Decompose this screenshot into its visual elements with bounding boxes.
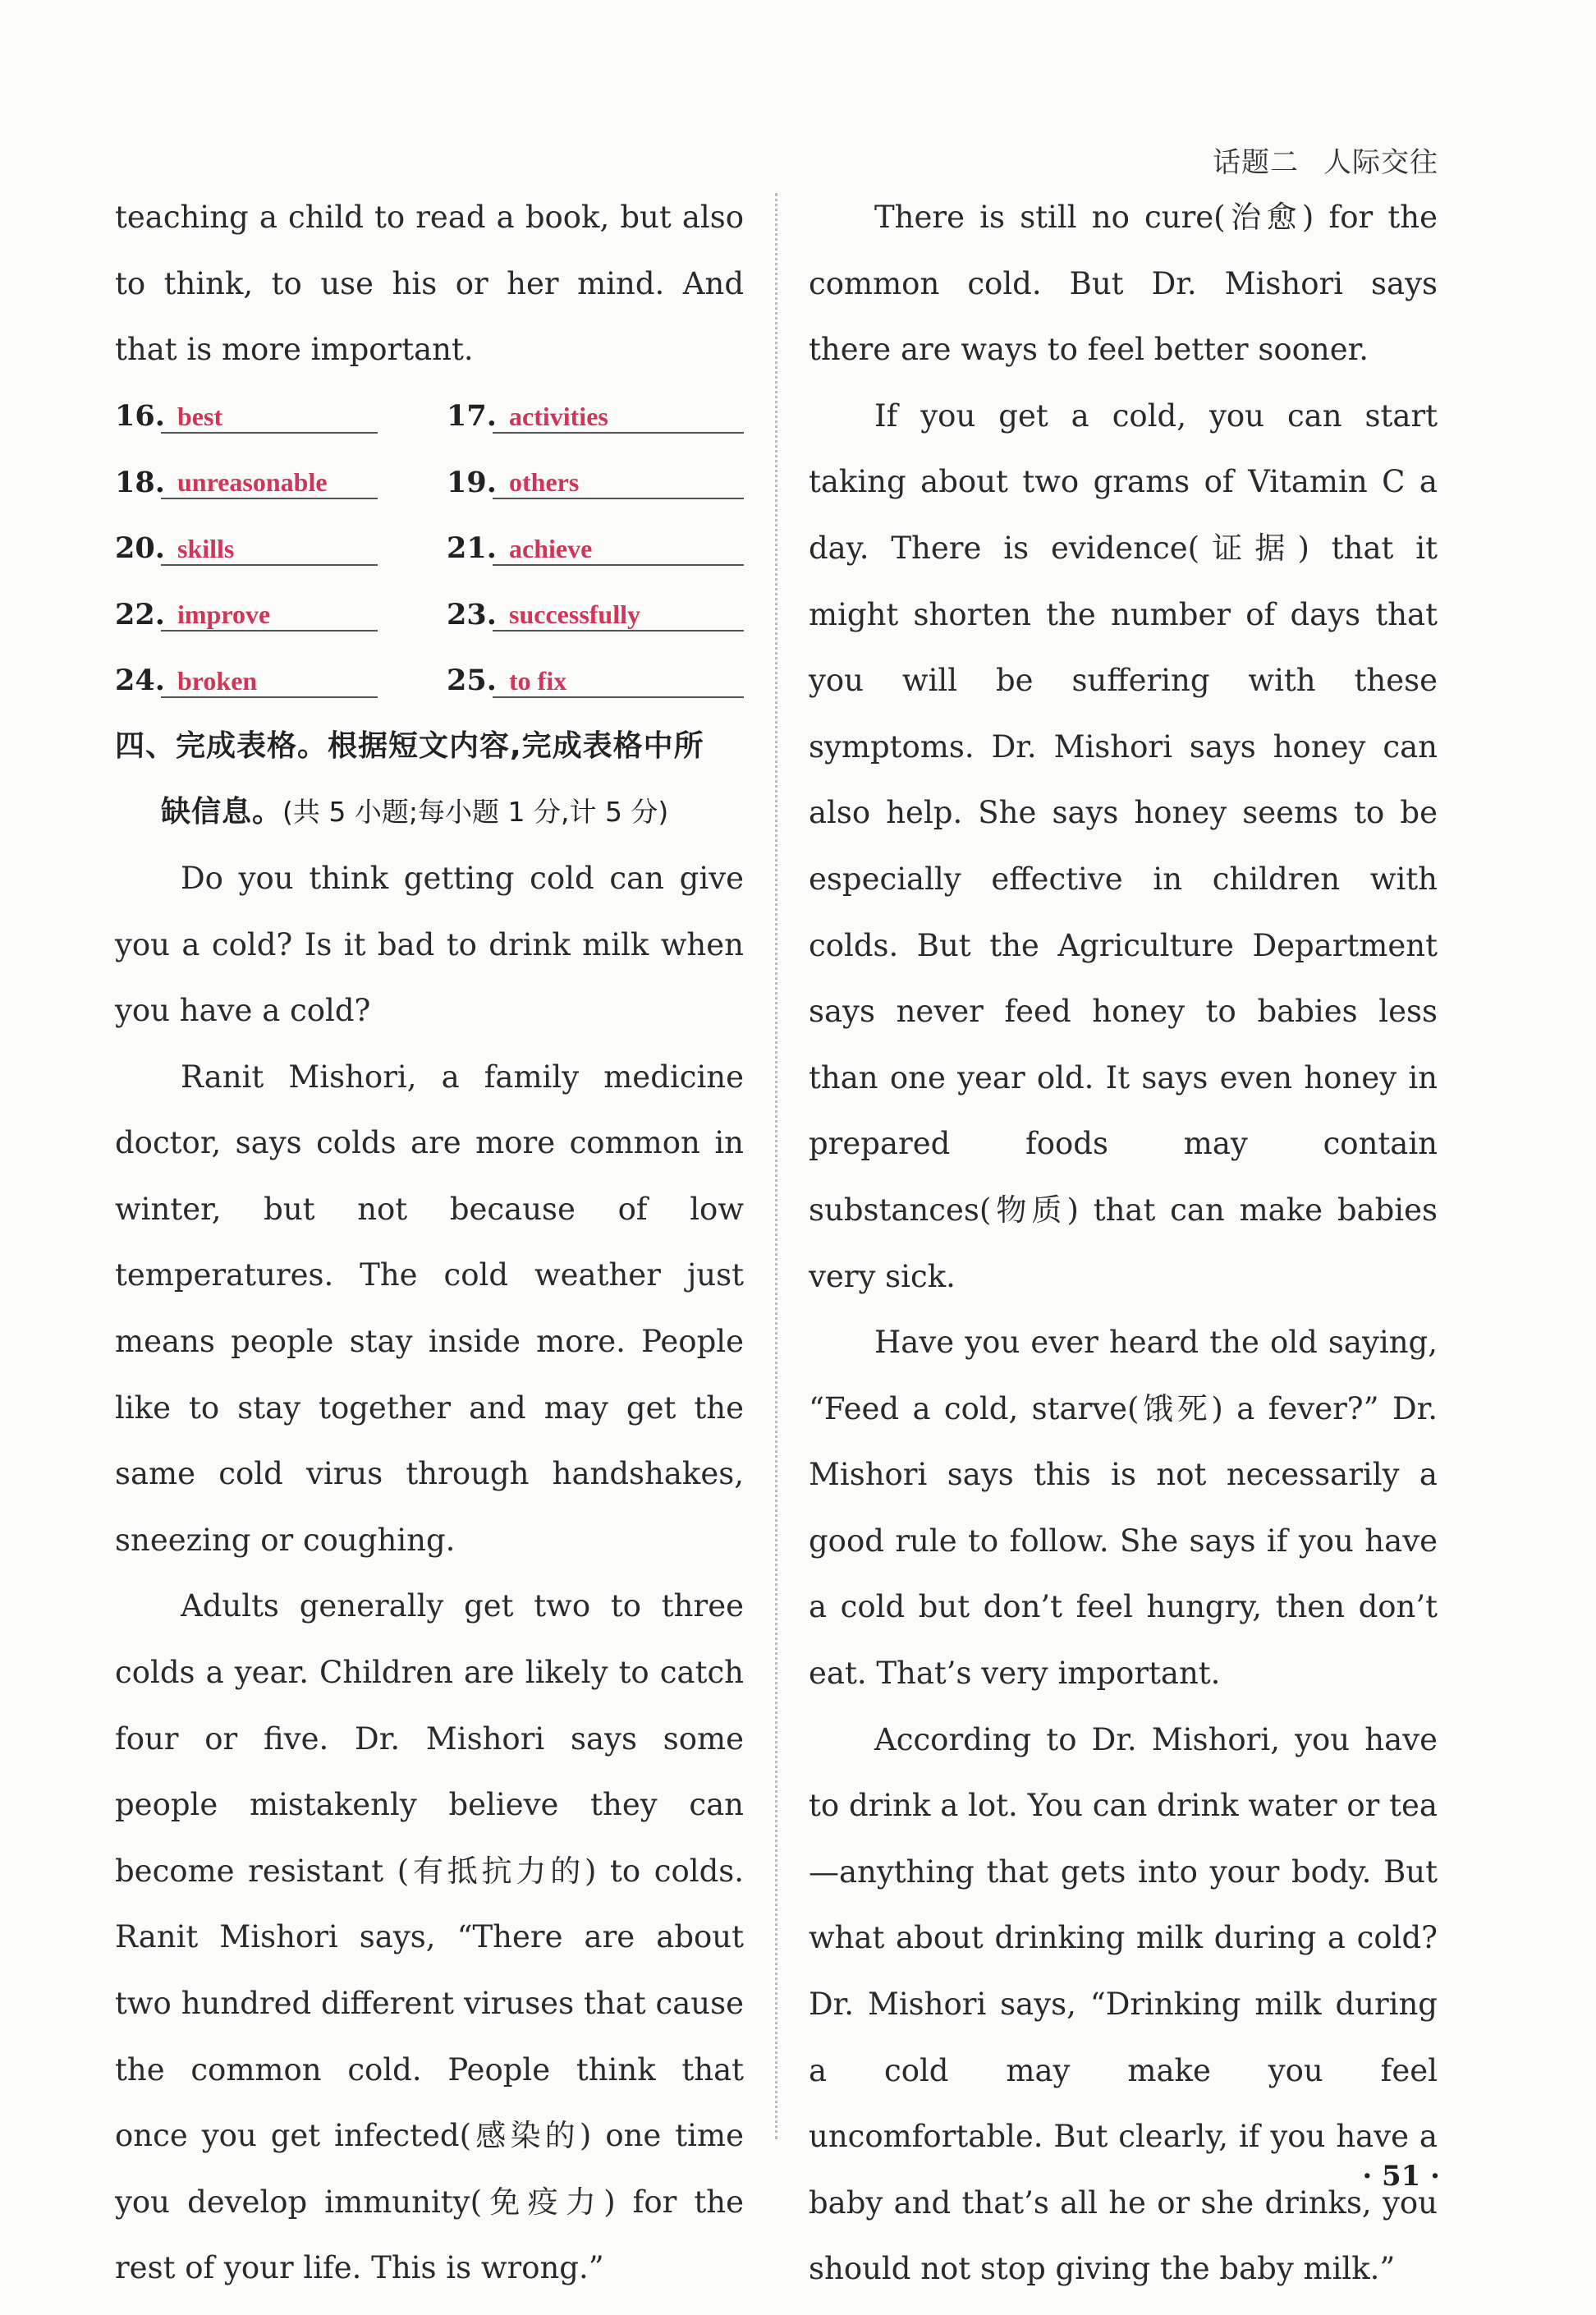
answer-number: 17.	[447, 399, 497, 434]
answer-blank: broken	[161, 664, 378, 698]
header-title: 人际交往	[1323, 146, 1438, 179]
answer-number: 24.	[115, 664, 165, 698]
answer-item	[115, 465, 447, 499]
answer-blank: others	[493, 465, 744, 499]
article-paragraph: Do you think getting cold can give you a cold? Is it bad to drink milk when you have a cold?	[115, 860, 744, 1029]
answer-key	[115, 384, 744, 714]
right-column	[809, 185, 1438, 2303]
section-title-cont-text: 缺信息。	[161, 795, 283, 829]
answer-blank: to fix	[493, 664, 744, 698]
answer-row	[115, 516, 744, 581]
answer-row	[115, 581, 744, 647]
section-title-text: 四、完成表格。根据短文内容,完成表格中所	[115, 728, 704, 763]
answer-item	[447, 597, 744, 632]
answer-item	[115, 664, 447, 698]
section-score-note: (共 5 小题;每小题 1 分,计 5 分)	[282, 796, 669, 829]
answer-number: 18.	[115, 465, 165, 499]
answer-number: 20.	[115, 531, 165, 566]
intro-paragraph: teaching a child to read a book, but also to think, to use his or her mind. And that is more important.	[115, 200, 744, 368]
answer-row	[115, 449, 744, 515]
answer-item	[447, 664, 744, 698]
answer-item	[115, 399, 447, 434]
answer-item	[447, 399, 744, 434]
article-paragraph: Adults generally get two to three colds a year. Children are likely to catch four or five. Dr. Mishori says some people mistakenly believe they can become resistant (有抵抗力的) to colds. Ranit Mishori says, “There are about two hundred different viruses that cause the common cold. People think that once you get infected(感染的) one time you develop immunity(免疫力) for the rest of your life. This is wrong.”	[115, 1588, 744, 2286]
answer-blank: improve	[161, 597, 378, 632]
answer-number: 21.	[447, 531, 497, 566]
answer-item	[447, 465, 744, 499]
section-title-continued	[115, 779, 744, 846]
answer-blank: skills	[161, 531, 378, 566]
section-title	[115, 714, 744, 780]
article-paragraph: Ranit Mishori, a family medicine doctor, says colds are more common in winter, but not because of low temperatures. The cold weather just means people stay inside more. People like to stay together and may get the same cold virus through handshakes, sneezing or coughing.	[115, 1059, 744, 1558]
answer-row	[115, 647, 744, 713]
answer-blank: activities	[493, 399, 744, 434]
article-paragraph: According to Dr. Mishori, you have to drink a lot. You can drink water or tea—anything that gets into your body. But what about drinking milk during a cold? Dr. Mishori says, “Drinking milk during a cold may make you feel uncomfortable. But clearly, if you have a baby and that’s all he or she drinks, you should not stop giving the baby milk.”	[809, 1721, 1438, 2287]
answer-item	[115, 597, 447, 632]
answer-number: 22.	[115, 597, 165, 632]
answer-number: 19.	[447, 465, 497, 499]
article-paragraph: There is still no cure(治愈) for the common cold. But Dr. Mishori says there are ways to feel better sooner.	[809, 200, 1438, 368]
answer-blank: unreasonable	[161, 465, 378, 499]
answer-number: 23.	[447, 597, 497, 632]
left-column	[115, 185, 744, 2302]
answer-blank: best	[161, 399, 378, 434]
answer-row	[115, 384, 744, 449]
answer-blank: successfully	[493, 597, 744, 632]
header-topic: 话题二	[1213, 146, 1299, 179]
page-header	[1188, 140, 1438, 180]
page-number: · 51 ·	[1362, 2160, 1440, 2193]
article-paragraph: Have you ever heard the old saying, “Feed a cold, starve(饿死) a fever?” Dr. Mishori says this is not necessarily a good rule to follow. She says if you have a cold but don’t feel hungry, then don’t eat. That’s very important.	[809, 1325, 1438, 1692]
column-divider	[775, 193, 777, 2139]
answer-number: 16.	[115, 399, 165, 434]
answer-item	[447, 531, 744, 566]
answer-blank: achieve	[493, 531, 744, 566]
answer-number: 25.	[447, 664, 497, 698]
article-paragraph: If you get a cold, you can start taking about two grams of Vitamin C a day. There is evidence(证据) that it might shorten the number of days that you will be suffering with these symptoms. Dr. Mishori says honey can also help. She says honey seems to be especially effective in children with colds. But the Agriculture Department says never feed honey to babies less than one year old. It says even honey in prepared foods may contain substances(物质) that can make babies very sick.	[809, 397, 1438, 1294]
answer-item	[115, 531, 447, 566]
